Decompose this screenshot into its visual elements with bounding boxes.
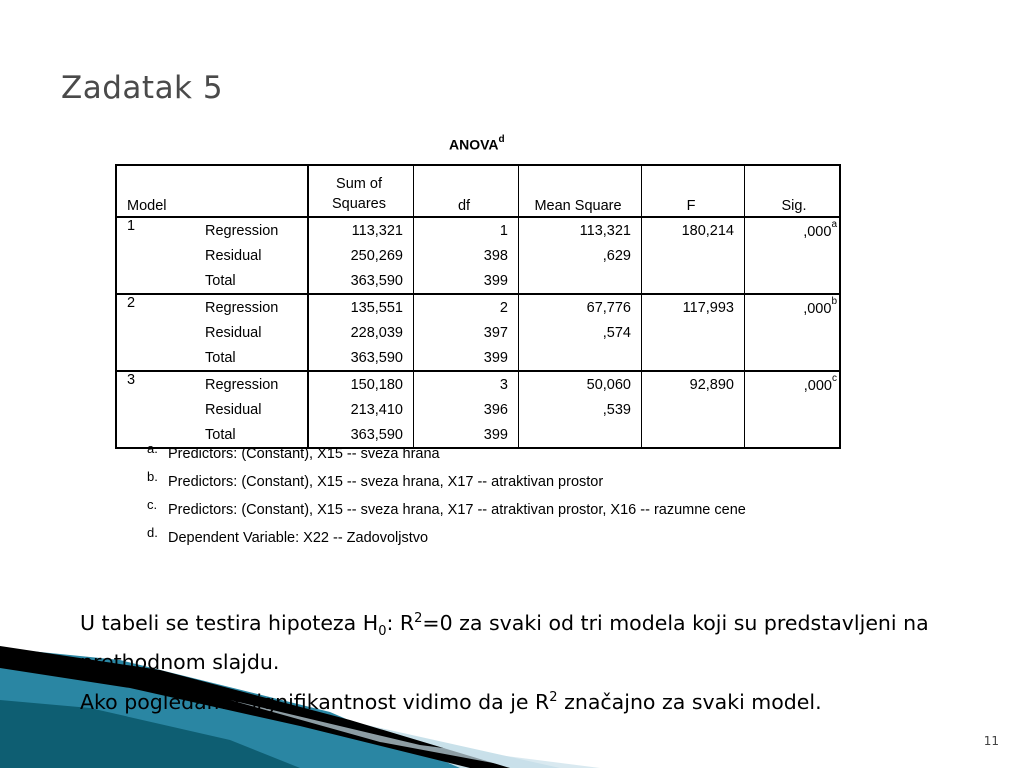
body-paragraph xyxy=(80,683,940,717)
header-df: df xyxy=(414,165,519,217)
table-row xyxy=(116,294,840,320)
subscript: 0 xyxy=(378,623,387,639)
sig-value: ,000 xyxy=(803,300,832,317)
term-label: Regression xyxy=(199,217,308,243)
table-row xyxy=(116,397,840,422)
sum-of-squares-cell: 228,039 xyxy=(308,320,414,345)
body-text-run: : R xyxy=(386,610,415,635)
mean-square-cell: ,539 xyxy=(519,397,642,422)
body-text-run: =0 za svaki od tri modela koji su predstavljeni na prethodnom slajdu. xyxy=(80,610,929,674)
header-mean-square: Mean Square xyxy=(519,165,642,217)
footnote-text: Predictors: (Constant), X15 -- sveza hrana, X17 -- atraktivan prostor, X16 -- razumne cene xyxy=(168,502,746,518)
footnote-letter: c. xyxy=(147,497,158,512)
f-cell xyxy=(642,345,745,371)
footnote xyxy=(147,441,837,464)
footnote-text: Dependent Variable: X22 -- Zadovoljstvo xyxy=(168,530,429,546)
mean-square-cell xyxy=(519,268,642,294)
f-cell: 180,214 xyxy=(642,217,745,243)
body-paragraph xyxy=(80,604,940,677)
term-label: Residual xyxy=(199,243,308,268)
body-text-run: U tabeli se testira hipoteza H xyxy=(80,610,379,635)
sum-of-squares-cell: 250,269 xyxy=(308,243,414,268)
mean-square-cell xyxy=(519,345,642,371)
header-sig: Sig. xyxy=(745,165,841,217)
footnote xyxy=(147,497,837,520)
f-cell: 117,993 xyxy=(642,294,745,320)
sig-cell xyxy=(745,243,841,268)
body-text-run: značajno za svaki model. xyxy=(557,689,822,714)
sig-cell xyxy=(745,397,841,422)
sig-value: ,000 xyxy=(803,223,832,240)
table-row xyxy=(116,320,840,345)
f-cell xyxy=(642,243,745,268)
f-cell xyxy=(642,268,745,294)
df-cell: 396 xyxy=(414,397,519,422)
df-cell: 399 xyxy=(414,422,519,448)
footnote-letter: a. xyxy=(147,441,158,456)
term-label: Residual xyxy=(199,320,308,345)
mean-square-cell: ,574 xyxy=(519,320,642,345)
sum-of-squares-cell: 135,551 xyxy=(308,294,414,320)
header-ss-line2: Squares xyxy=(331,196,386,212)
sig-cell xyxy=(745,371,841,397)
df-cell: 3 xyxy=(414,371,519,397)
footnote xyxy=(147,469,837,492)
term-label: Regression xyxy=(199,294,308,320)
mean-square-cell: 50,060 xyxy=(519,371,642,397)
footnote xyxy=(147,525,837,548)
table-row xyxy=(116,345,840,371)
sig-cell xyxy=(745,320,841,345)
slide-number: 11 xyxy=(983,734,999,748)
superscript: 2 xyxy=(549,689,558,705)
sum-of-squares-cell: 213,410 xyxy=(308,397,414,422)
anova-table xyxy=(115,164,841,449)
mean-square-cell: 113,321 xyxy=(519,217,642,243)
sig-cell xyxy=(745,294,841,320)
term-label: Total xyxy=(199,345,308,371)
sig-footnote-marker: b xyxy=(831,295,837,307)
sig-cell xyxy=(745,268,841,294)
footnote-letter: d. xyxy=(147,525,158,540)
sig-cell xyxy=(745,345,841,371)
sig-cell xyxy=(745,217,841,243)
sum-of-squares-cell: 363,590 xyxy=(308,268,414,294)
header-sum-of-squares xyxy=(308,165,414,217)
df-cell: 399 xyxy=(414,268,519,294)
df-cell: 1 xyxy=(414,217,519,243)
footnote-text: Predictors: (Constant), X15 -- sveza hrana xyxy=(168,446,440,462)
footnote-letter: b. xyxy=(147,469,158,484)
table-row xyxy=(116,217,840,243)
table-footnotes xyxy=(147,441,837,556)
f-cell xyxy=(642,397,745,422)
table-caption-text: ANOVA xyxy=(449,136,499,153)
f-cell xyxy=(642,320,745,345)
table-caption-footnote-marker: d xyxy=(498,134,505,145)
mean-square-cell: 67,776 xyxy=(519,294,642,320)
sum-of-squares-cell: 363,590 xyxy=(308,345,414,371)
model-number: 3 xyxy=(116,371,199,448)
sig-footnote-marker: a xyxy=(831,218,837,230)
term-label: Total xyxy=(199,268,308,294)
df-cell: 397 xyxy=(414,320,519,345)
sig-value: ,000 xyxy=(803,377,832,394)
footnote-text: Predictors: (Constant), X15 -- sveza hrana, X17 -- atraktivan prostor xyxy=(168,474,604,490)
superscript: 2 xyxy=(414,611,423,626)
sum-of-squares-cell: 113,321 xyxy=(308,217,414,243)
table-caption xyxy=(449,136,505,153)
model-number: 1 xyxy=(116,217,199,294)
df-cell: 2 xyxy=(414,294,519,320)
table-row xyxy=(116,268,840,294)
slide-title: Zadatak 5 xyxy=(61,70,224,106)
sum-of-squares-cell: 363,590 xyxy=(308,422,414,448)
mean-square-cell: ,629 xyxy=(519,243,642,268)
df-cell: 398 xyxy=(414,243,519,268)
term-label: Regression xyxy=(199,371,308,397)
header-ss-line1: Sum of xyxy=(336,176,382,192)
table-row xyxy=(116,371,840,397)
header-f: F xyxy=(642,165,745,217)
sig-footnote-marker: c xyxy=(832,372,837,384)
sum-of-squares-cell: 150,180 xyxy=(308,371,414,397)
table-header-row xyxy=(116,165,840,217)
table-row xyxy=(116,243,840,268)
term-label: Residual xyxy=(199,397,308,422)
body-text-run: Ako pogledamo signifikantnost vidimo da je R xyxy=(80,689,550,714)
term-label: Total xyxy=(199,422,308,448)
slide-body-text xyxy=(80,604,940,723)
f-cell: 92,890 xyxy=(642,371,745,397)
df-cell: 399 xyxy=(414,345,519,371)
model-number: 2 xyxy=(116,294,199,371)
header-model: Model xyxy=(116,165,308,217)
